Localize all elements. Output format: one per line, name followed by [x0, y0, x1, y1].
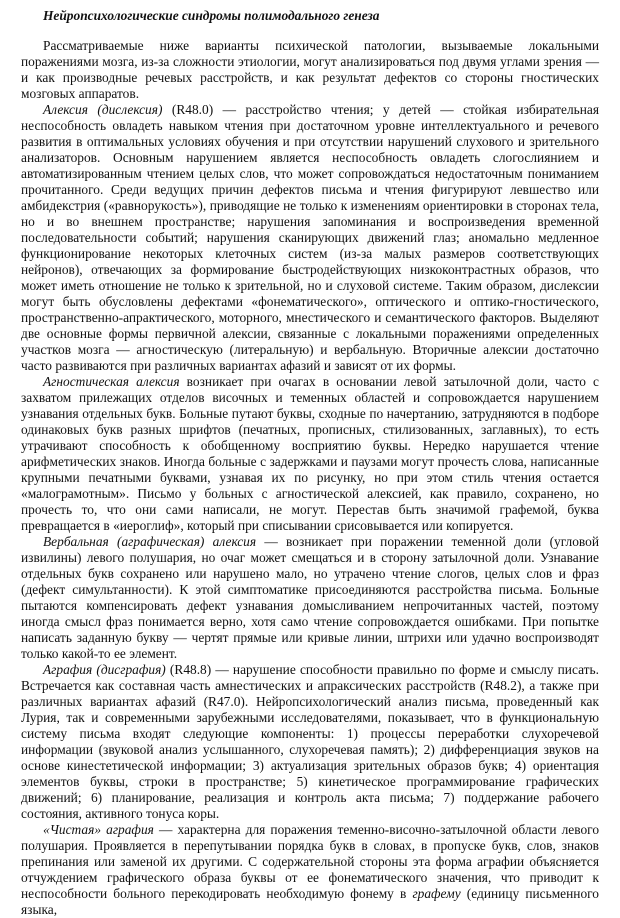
- text-run: — возникает при поражении теменной доли (угловой извилины) левого полушария, но очаг может смещаться и в сторону затылочной доли. Узнавание отдельных букв сохранено или нарушено мало, но утрачено чтение слогов, целых слов и фраз (дефект симультанности). К этой симптоматике присоединяются расстройства письма. Больные пытаются компенсировать дефект узнавания домысливанием непрочитанных частей, поэтому иногда смысл фраз понимается верно, хотя само чтение сопровождается ошибками. При попытке написать заданную букву — чертят прямые или кривые линии, штрихи или удачно воспроизводят только какой-то ее элемент.: [21, 534, 600, 661]
- italic-term: Аграфия (дисграфия): [43, 662, 166, 677]
- paragraph: [21, 822, 599, 918]
- document-body: [21, 38, 599, 918]
- paragraph: [21, 102, 599, 374]
- spacer: [21, 24, 599, 38]
- text-run: Рассматриваемые ниже варианты психической патологии, вызываемые локальными поражениями мозга, из-за сложности этиологии, могут анализироваться под двумя углами зрения — и как производные речевых расстройств, и как результат дефектов со стороны гностических мозговых аппаратов.: [21, 38, 599, 101]
- paragraph: [21, 662, 599, 822]
- text-run: (R48.0) — расстройство чтения; у детей — стойкая избирательная неспособность овладеть навыком чтения при достаточном уровне интеллектуального и речевого развития в оптимальных условиях обучения и при отсутствии нарушений слухового и зрительного анализаторов. Основным нарушением является неспособность овладеть слогослиянием и автоматизированным чтением целых слов, что может сопровождаться недостаточным пониманием прочитанного. Среди ведущих причин дефектов письма и чтения фигурируют левшество или амбидекстрия («равнорукость»), приводящие не только к изменениям ориентировки в сторонах тела, но и во внешнем пространстве; нарушения запоминания и воспроизведения временной последовательности событий; нарушения сканирующих движений глаз; аномально медленное функционирование некоторых клеточных систем (из-за малых размеров соответствующих нейронов), отвечающих за формирование быстродействующих низкоконтрастных образов, что может иметь отношение не только к зрительной, но и слуховой системе. Таким образом, дислексии могут быть обусловлены дефектами «фонематического», оптического и оптико-гностического, пространственно-апрактического, моторного, мнестического и семантического факторов. Выделяют две основные формы первичной алексии, связанные с локальными поражениями определенных участков мозга — агностическую (литеральную) и вербальную. Вторичные алексии достаточно часто развиваются при различных вариантах афазий и зависят от их формы.: [21, 102, 599, 373]
- text-run: (R48.8) — нарушение способности правильно по форме и смыслу писать. Встречается как составная часть амнестических и апраксических расстройств (R48.2), а также при различных вариантах афазий (R47.0). Нейропсихологический анализ письма, проведенный как Лурия, так и современными зарубежными исследователями, показывает, что в функциональную систему письма входят следующие компоненты: 1) процессы переработки слухоречевой информации (звуковой анализ услышанного, слухоречевая память); 2) дифференциация звуков на основе кинестетической информации; 3) актуализация зрительных образов букв; 4) ориентация элементов буквы, строки в пространстве; 5) кинетическое программирование графических движений; 6) планирование, реализация и контроль акта письма; 7) поддержание рабочего состояния, активного тонуса коры.: [21, 662, 599, 821]
- text-run: возникает при очагах в основании левой затылочной доли, часто с захватом прилежащих отделов височных и теменных областей и сопровождается нарушением узнавания отдельных букв. Больные путают буквы, сходные по начертанию, затрудняются в подборе одинаковых букв разных шрифтов (печатных, прописных, стилизованных, заглавных), то есть утрачивают способность к обобщенному восприятию буквы. Нередко нарушается чтение арифметических знаков. Иногда больные с задержками и паузами могут прочесть слова, написанные крупными печатными буквами, узнавая их по рисунку, но при этом стиль чтения остается «малограмотным». Письмо у больных с агностической алексией, как правило, сохранено, но прочесть то, что они сами написали, не могут. Перестав быть значимой графемой, буква превращается в «иероглиф», который при списывании срисовывается или копируется.: [21, 374, 599, 533]
- italic-term: «Чистая» аграфия: [43, 822, 154, 837]
- text-run: (единицу письменного языка,: [21, 886, 599, 917]
- italic-term: Агностическая алексия: [43, 374, 180, 389]
- paragraph: [21, 374, 599, 534]
- italic-term: Алексия (дислексия): [43, 102, 163, 117]
- paragraph: [21, 534, 599, 662]
- paragraph: [21, 38, 599, 102]
- italic-term: Вербальная (аграфическая) алексия: [43, 534, 257, 549]
- section-title: Нейропсихологические синдромы полимодального генеза: [43, 8, 380, 23]
- text-run: — характерна для поражения теменно-височно-затылочной области левого полушария. Проявляется в перепутывании порядка букв в словах, в пропуске букв, слов, знаков препинания или заменой их другими. С содержательной стороны эта форма аграфии объясняется отчуждением графического образа буквы от ее фонематического значения, что приводит к неспособности больного перекодировать необходимую фонему в: [21, 822, 600, 901]
- italic-term: графему: [412, 886, 461, 901]
